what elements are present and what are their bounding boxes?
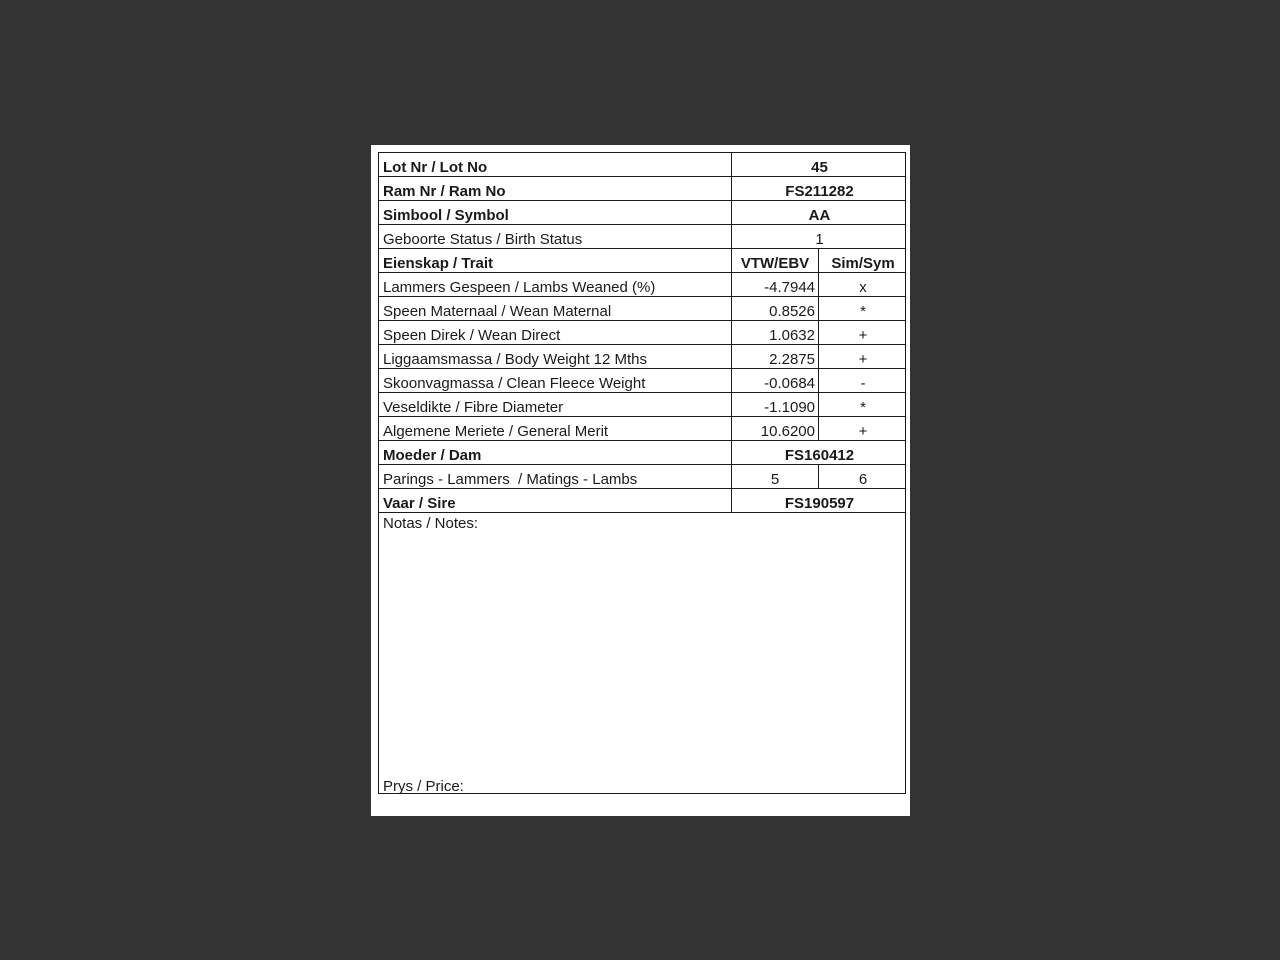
trait-ebv: -0.0684 xyxy=(732,369,819,392)
trait-symbol: * xyxy=(860,399,866,416)
sire-value: FS190597 xyxy=(784,495,855,512)
trait-symbol: * xyxy=(860,303,866,320)
symbol-label: Simbool / Symbol xyxy=(379,201,732,224)
trait-row xyxy=(379,369,905,393)
dam-value: FS160412 xyxy=(784,447,855,464)
notes-area xyxy=(379,509,905,795)
trait-row xyxy=(379,321,905,345)
birth-status-label: Geboorte Status / Birth Status xyxy=(379,225,732,248)
trait-symbol: + xyxy=(858,351,868,368)
trait-ebv: 0.8526 xyxy=(732,297,819,320)
trait-symbol: - xyxy=(860,375,866,392)
symbol-value: AA xyxy=(808,207,831,224)
price-label: Prys / Price: xyxy=(383,778,464,795)
trait-ebv: 10.6200 xyxy=(732,417,819,440)
lot-label: Lot Nr / Lot No xyxy=(379,153,732,176)
lot-value: 45 xyxy=(811,159,828,176)
trait-row xyxy=(379,297,905,321)
trait-label: Algemene Meriete / General Merit xyxy=(379,417,732,440)
sale-card-page xyxy=(371,145,910,816)
ram-row xyxy=(379,177,905,201)
trait-label: Speen Direk / Wean Direct xyxy=(379,321,732,344)
trait-label: Skoonvagmassa / Clean Fleece Weight xyxy=(379,369,732,392)
lot-row xyxy=(379,153,905,177)
trait-label: Speen Maternaal / Wean Maternal xyxy=(379,297,732,320)
trait-ebv: -4.7944 xyxy=(732,273,819,296)
matings-count: 5 xyxy=(732,465,819,488)
trait-row xyxy=(379,393,905,417)
lambs-count: 6 xyxy=(858,471,868,488)
trait-symbol: + xyxy=(858,327,868,344)
dam-row xyxy=(379,441,905,465)
birth-status-row xyxy=(379,225,905,249)
sire-label: Vaar / Sire xyxy=(379,489,732,512)
symbol-row xyxy=(379,201,905,225)
trait-row xyxy=(379,345,905,369)
trait-label: Lammers Gespeen / Lambs Weaned (%) xyxy=(379,273,732,296)
trait-label: Liggaamsmassa / Body Weight 12 Mths xyxy=(379,345,732,368)
ram-info-table xyxy=(378,152,906,794)
trait-ebv: 1.0632 xyxy=(732,321,819,344)
trait-ebv: 2.2875 xyxy=(732,345,819,368)
trait-symbol: + xyxy=(858,423,868,440)
trait-header-row xyxy=(379,249,905,273)
ram-value: FS211282 xyxy=(785,183,854,200)
ram-label: Ram Nr / Ram No xyxy=(379,177,732,200)
matings-label: Parings - Lammers / Matings - Lambs xyxy=(379,465,732,488)
trait-ebv: -1.1090 xyxy=(732,393,819,416)
trait-header-label: Eienskap / Trait xyxy=(379,249,732,272)
symbol-column-header: Sim/Sym xyxy=(831,255,895,272)
trait-label: Veseldikte / Fibre Diameter xyxy=(379,393,732,416)
dam-label: Moeder / Dam xyxy=(379,441,732,464)
matings-row xyxy=(379,465,905,489)
trait-row xyxy=(379,417,905,441)
birth-status-value: 1 xyxy=(815,231,824,248)
notes-label: Notas / Notes: xyxy=(383,515,479,532)
trait-row xyxy=(379,273,905,297)
trait-symbol: x xyxy=(859,279,867,296)
ebv-column-header: VTW/EBV xyxy=(732,249,819,272)
